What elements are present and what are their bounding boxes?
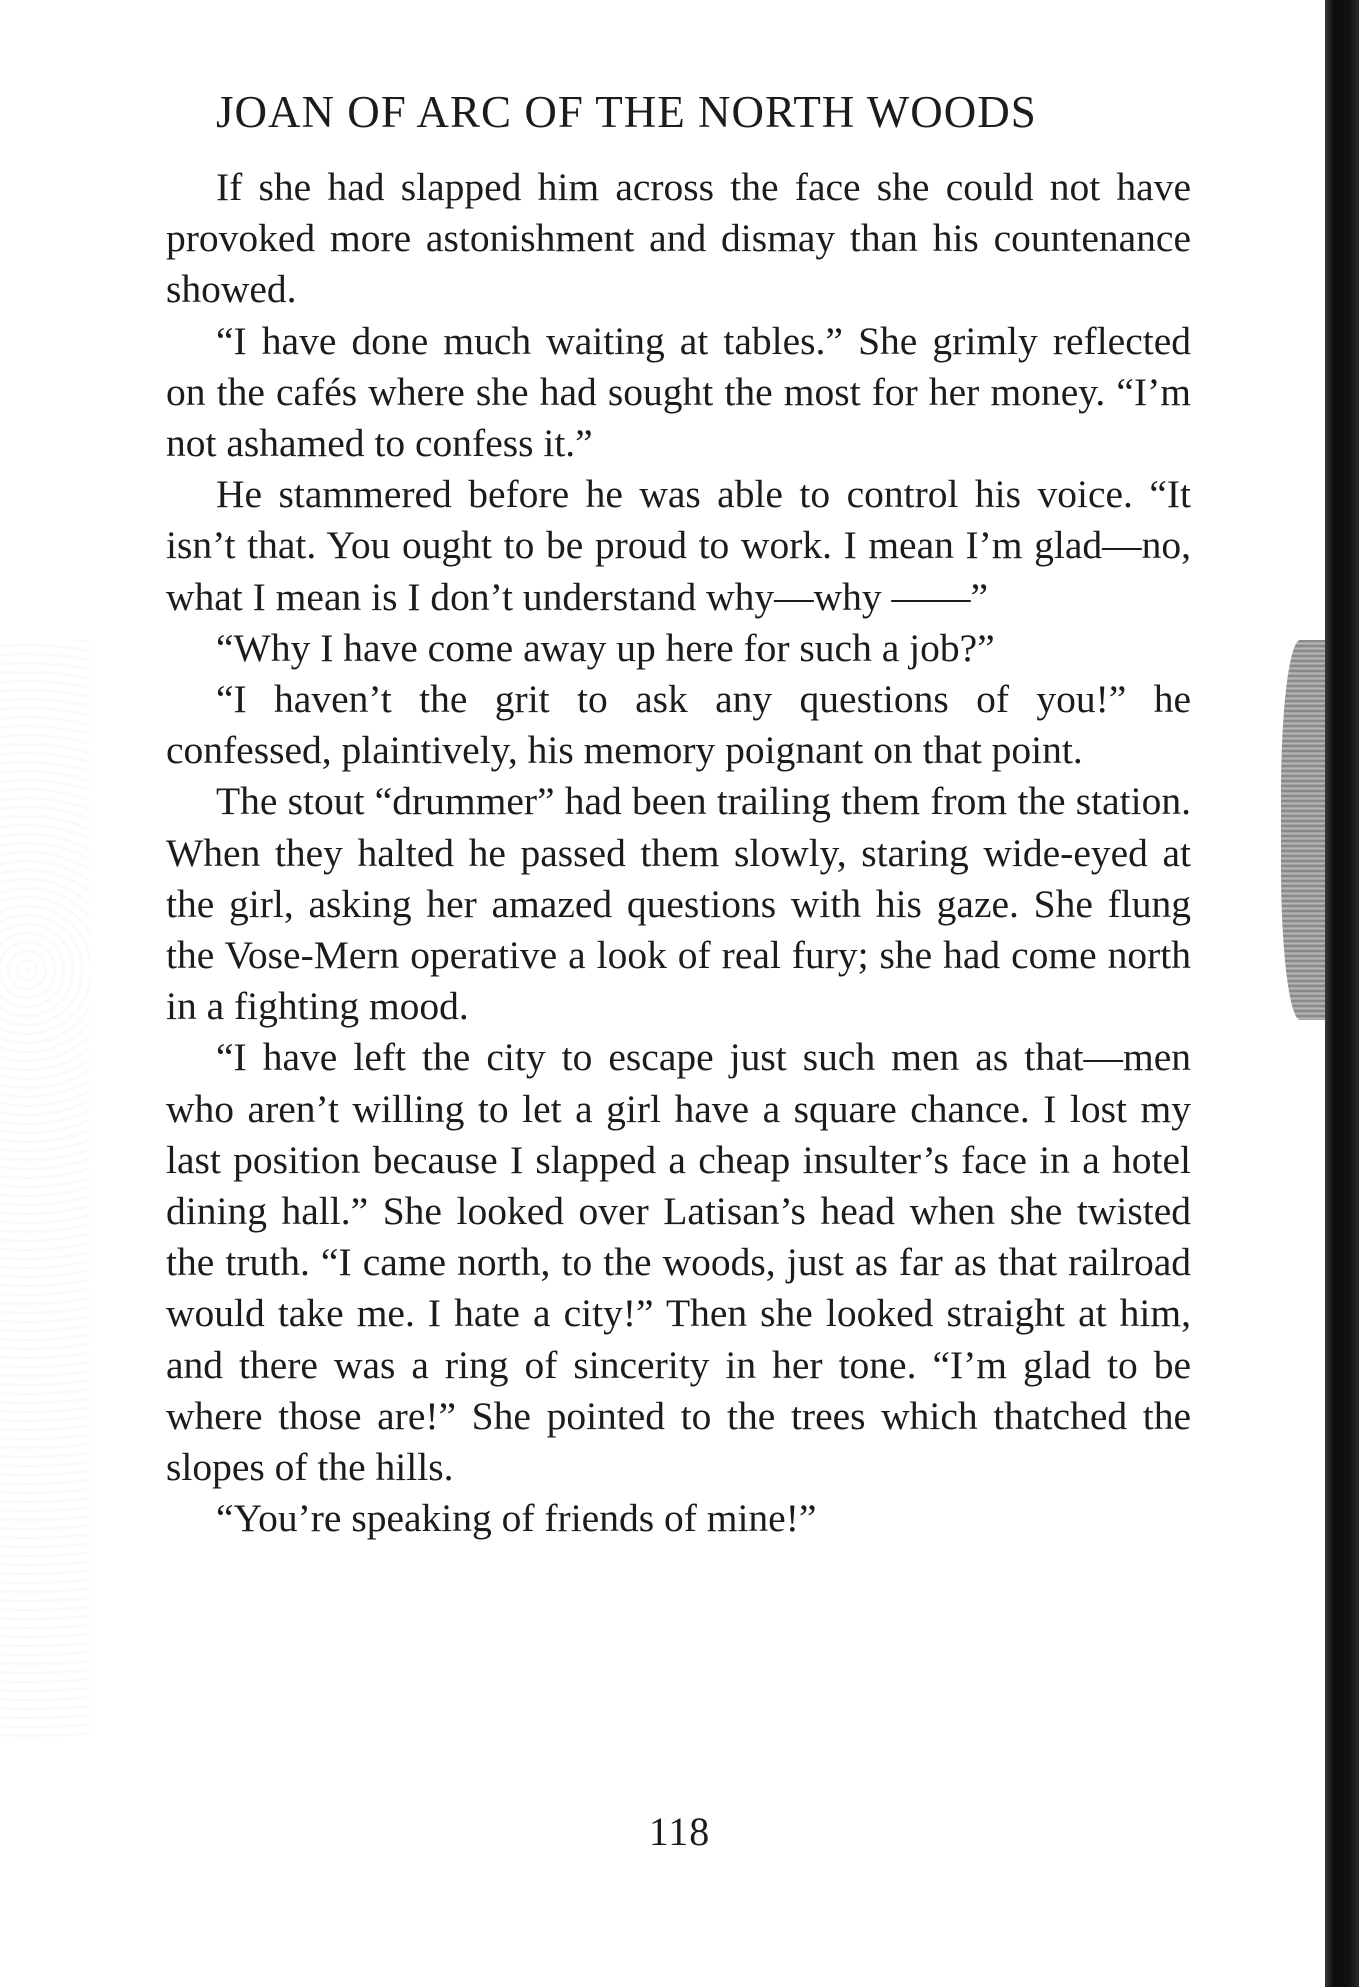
page-edge-shadow — [1325, 0, 1359, 1987]
paragraph: “Why I have come away up here for such a job?” — [216, 625, 995, 670]
paper-speckle — [0, 640, 90, 1740]
paragraph: The stout “drummer” had been trailing them from the station. When they halted he passed them slowly, staring wide-eyed at the girl, asking her amazed questions with his gaze. She flung the Vose-Mern operative a look of real fury; she had come north in a fighting mood. — [166, 779, 1191, 1029]
page-number: 118 — [648, 1809, 711, 1854]
paragraph: “I have left the city to escape just such men as that—men who aren’t willing to let a girl have a square chance. I lost my last position because I slapped a cheap insulter’s face in a hotel dining hall.” She looked over Latisan’s head when she twisted the truth. “I came north, to the woods, just as far as that railroad would take me. I hate a city!” Then she looked straight at him, and there was a ring of sincerity in her tone. “I’m glad to be where those are!” She pointed to the trees which thatched the slopes of the hills. — [166, 1035, 1191, 1490]
paragraph: He stammered before he was able to control his voice. “It isn’t that. You ought to be proud to work. I mean I’m glad—no, what I mean is I don’t understand why—why ——” — [166, 472, 1191, 619]
binding-shadow — [1281, 640, 1329, 1020]
paragraph: “I have done much waiting at tables.” She grimly reflected on the cafés where she had sought the most for her money. “I’m not ashamed to confess it.” — [166, 318, 1191, 466]
paragraph: “You’re speaking of friends of mine!” — [216, 1496, 817, 1541]
running-head-title: JOAN OF ARC OF THE NORTH WOODS — [216, 87, 1037, 137]
paragraph: If she had slapped him across the face she could not have provoked more astonishment and dismay than his countenance showed. — [166, 165, 1191, 312]
body-text — [166, 162, 1191, 1544]
paragraph: “I haven’t the grit to ask any questions of you!” he confessed, plaintively, his memory poignant on that point. — [166, 677, 1191, 773]
